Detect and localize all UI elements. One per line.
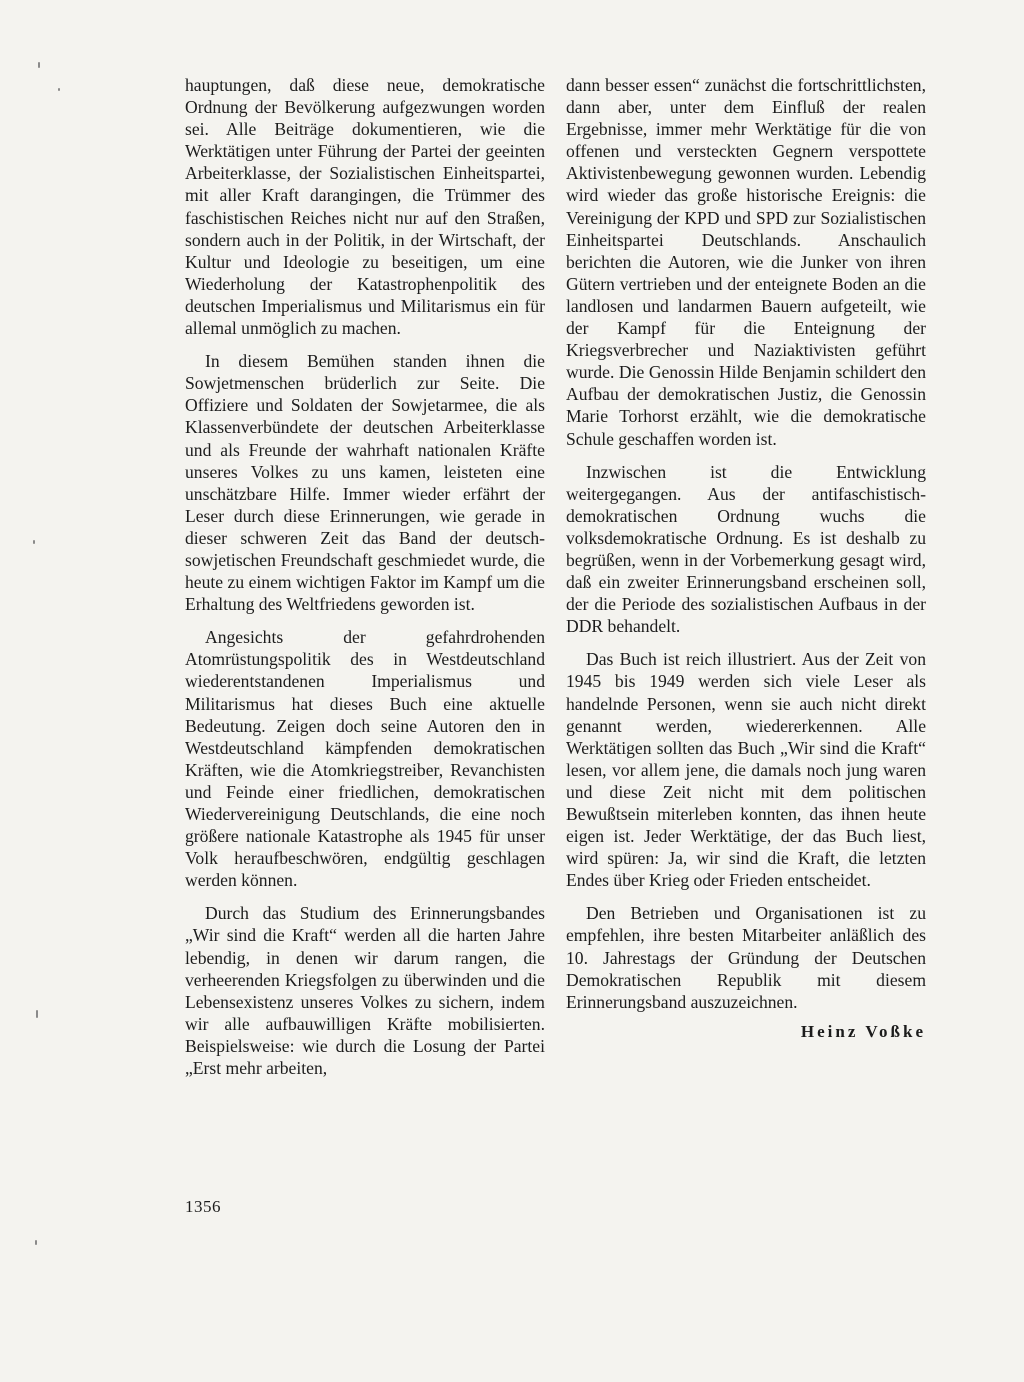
paragraph: Das Buch ist reich illustriert. Aus der Zeit von 1945 bis 1949 werden sich viele Leser als handelnde Personen, wenn sie auch nicht direkt genannt werden, wiedererkennen. Alle Werktätigen sollten das Buch „Wir sind die Kraft“ lesen, vor allem jene, die damals noch jung waren und diese Zeit nicht mit dem politischen Bewußtsein miterleben konnten, das ihnen heute eigen ist. Jeder Werktätige, der das Buch liest, wird spüren: Ja, wir sind die Kraft, die letzten Endes über Krieg oder Frieden entscheidet. (566, 649, 926, 891)
scan-mark (33, 540, 35, 544)
paragraph: Inzwischen ist die Entwicklung weitergegangen. Aus der antifaschistisch-demokratischen Ordnung wuchs die volksdemokratische Ordnung. Es ist deshalb zu begrüßen, wenn in der Vorbemerkung gesagt wird, daß ein zweiter Erinnerungsband erscheinen soll, der die Periode des sozialistischen Aufbaus in der DDR behandelt. (566, 461, 926, 637)
paragraph: Durch das Studium des Erinnerungsbandes „Wir sind die Kraft“ werden all die harten Jahre lebendig, in denen wir darum rangen, die verheerenden Kriegsfolgen zu überwinden und die Lebensexistenz unseres Volkes zu sichern, indem wir alle aufbauwilligen Kräfte mobilisierten. Beispielsweise: wie durch die Losung der Partei „Erst mehr arbeiten, (185, 903, 545, 1079)
paragraph: In diesem Bemühen standen ihnen die Sowjetmenschen brüderlich zur Seite. Die Offiziere und Soldaten der Sowjetarmee, die als Klassenverbündete der deutschen Arbeiterklasse und als Freunde der wahrhaft nationalen Kräfte unseres Volkes zu uns kamen, leisteten eine unschätzbare Hilfe. Immer wieder erfährt der Leser durch diese Erinnerungen, wie gerade in dieser schweren Zeit das Band der deutsch-sowjetischen Freundschaft geschmiedet wurde, die heute zu einem wichtigen Faktor im Kampf um die Erhaltung des Weltfriedens geworden ist. (185, 351, 545, 615)
paragraph: Den Betrieben und Organisationen ist zu empfehlen, ihre besten Mitarbeiter anläßlich des 10. Jahrestags der Gründung der Deutschen Demokratischen Republik mit diesem Erinnerungsband auszuzeichnen. (566, 903, 926, 1012)
page-number: 1356 (185, 1197, 221, 1216)
scan-mark (38, 62, 40, 68)
paragraph: Angesichts der gefahrdrohenden Atomrüstungspolitik des in Westdeutschland wiederentstandenen Imperialismus und Militarismus hat dieses Buch eine aktuelle Bedeutung. Zeigen doch seine Autoren den in Westdeutschland kämpfenden demokratischen Kräften, wie die Atomkriegstreiber, Revanchisten und Feinde einer friedlichen, demokratischen Wiedervereinigung Deutschlands, die eine noch größere nationale Katastrophe als 1945 für unser Volk heraufbeschwören, endgültig geschlagen werden können. (185, 627, 545, 891)
scan-mark (35, 1240, 37, 1245)
scan-mark (58, 88, 60, 91)
right-column (566, 74, 926, 1043)
paragraph: hauptungen, daß diese neue, demokratische Ordnung der Bevölkerung aufgezwungen worden sei. Alle Beiträge dokumentieren, wie die Werktätigen unter Führung der Partei der geeinten Arbeiterklasse, der Sozialistischen Einheitspartei, mit aller Kraft darangingen, die Trümmer des faschistischen Reiches nicht nur auf den Straßen, sondern auch in der Politik, in der Wirtschaft, der Kultur und Ideologie zu beseitigen, um eine Wiederholung der Katastrophenpolitik des deutschen Imperialismus und Militarismus ein für allemal unmöglich zu machen. (185, 75, 545, 339)
paragraph: dann besser essen“ zunächst die fortschrittlichsten, dann aber, unter dem Einfluß der realen Ergebnisse, immer mehr Werktätige für die von offenen und versteckten Gegnern verspottete Aktivistenbewegung gewonnen wurden. Lebendig wird wieder das große historische Ereignis: die Vereinigung der KPD und SPD zur Sozialistischen Einheitspartei Deutschlands. Anschaulich berichten die Autoren, wie die Junker von ihren Gütern vertrieben und der enteignete Boden an die landlosen und landarmen Bauern aufgeteilt, wie der Kampf für die Enteignung der Kriegsverbrecher und Naziaktivisten geführt wurde. Die Genossin Hilde Benjamin schildert den Aufbau der demokratischen Justiz, die Genossin Marie Torhorst erzählt, wie die demokratische Schule geschaffen worden ist. (566, 75, 926, 449)
left-column (185, 74, 545, 1079)
scan-mark (36, 1010, 38, 1018)
author-signature: Heinz Voßke (800, 1021, 926, 1041)
